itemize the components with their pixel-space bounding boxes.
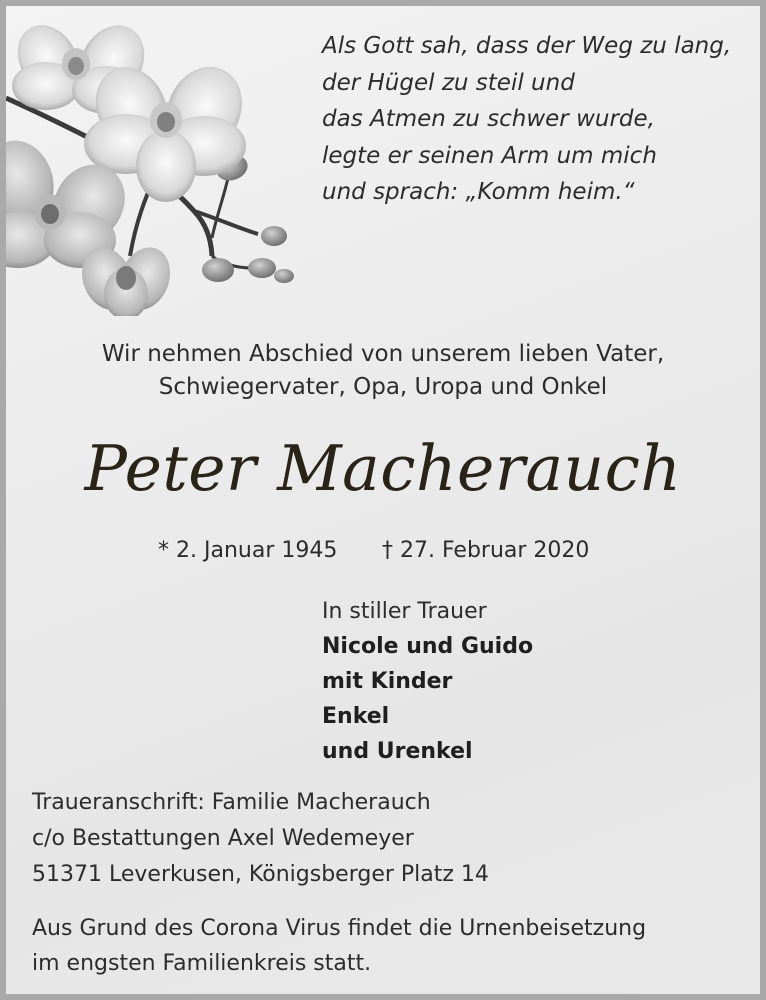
notice-line: Aus Grund des Corona Virus findet die Urnenbeisetzung — [32, 916, 647, 941]
birth-date: * 2. Januar 1945 — [158, 538, 338, 563]
orchid-image — [6, 6, 316, 316]
poem-line: Als Gott sah, dass der Weg zu lang, — [322, 33, 732, 59]
poem-line: und sprach: „Komm heim.“ — [322, 179, 635, 205]
mourner-name: Nicole und Guido — [322, 634, 534, 659]
mourners-heading: In stiller Trauer — [322, 599, 487, 624]
mourners-block — [322, 594, 533, 769]
notice-line: im engsten Familienkreis statt. — [32, 951, 372, 976]
burial-notice — [32, 911, 646, 981]
intro-line: Wir nehmen Abschied von unserem lieben Vater, — [101, 341, 665, 367]
death-date: † 27. Februar 2020 — [382, 538, 590, 563]
mourning-address — [32, 785, 489, 893]
mourner-name: Enkel — [322, 704, 390, 729]
poem — [322, 28, 731, 211]
intro-line: Schwiegervater, Opa, Uropa und Onkel — [158, 373, 608, 400]
address-line: c/o Bestattungen Axel Wedemeyer — [32, 826, 414, 851]
poem-line: legte er seinen Arm um mich — [322, 142, 657, 169]
deceased-name: Peter Macherauch — [84, 432, 682, 505]
obituary-card — [6, 6, 760, 994]
poem-line: das Atmen zu schwer wurde, — [322, 106, 655, 132]
mourner-name: mit Kinder — [322, 669, 453, 694]
poem-line: der Hügel zu steil und — [322, 69, 575, 96]
address-line: Traueranschrift: Familie Macherauch — [32, 790, 431, 815]
mourner-name: und Urenkel — [322, 739, 473, 764]
farewell-intro — [6, 338, 760, 403]
address-line: 51371 Leverkusen, Königsberger Platz 14 — [32, 862, 489, 887]
